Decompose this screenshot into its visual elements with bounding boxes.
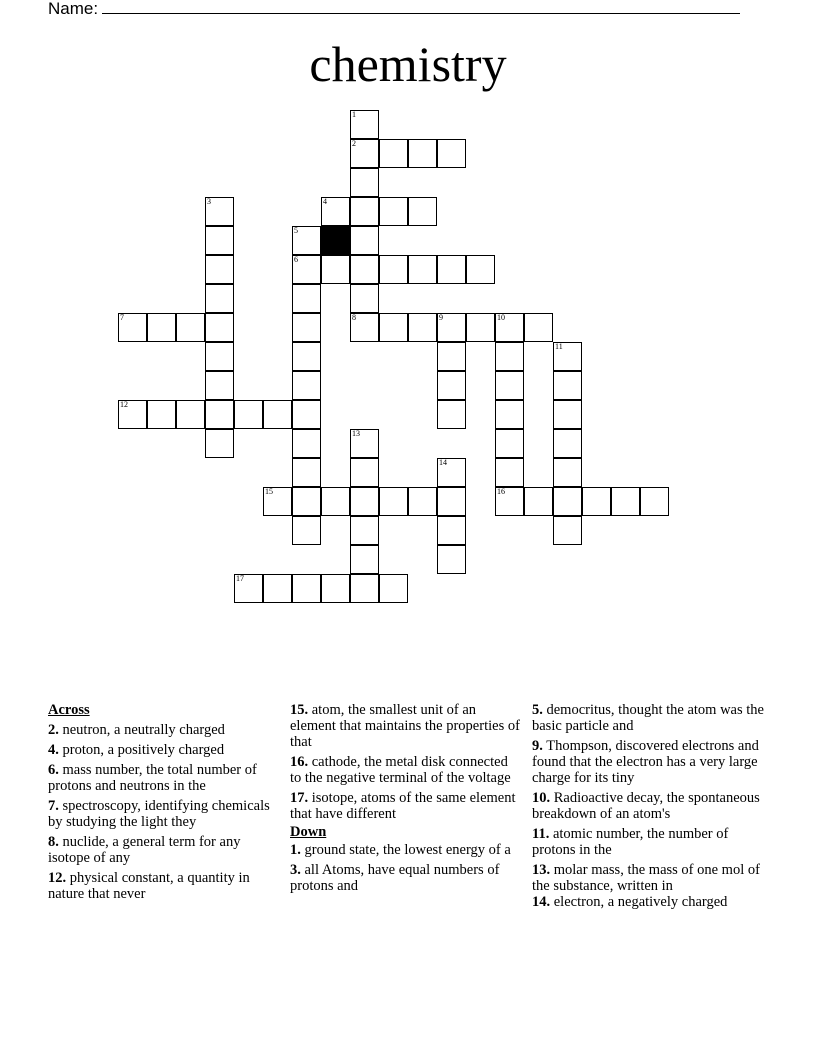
crossword-cell[interactable] [495,313,524,342]
crossword-cell[interactable] [553,371,582,400]
down-heading: Down [290,824,327,840]
crossword-cell[interactable] [408,197,437,226]
crossword-cell[interactable] [437,255,466,284]
clues-column-3 [532,702,768,914]
clue-number: 4. [48,742,59,758]
crossword-cell[interactable] [350,168,379,197]
crossword-cell[interactable] [495,429,524,458]
clue-number: 1. [290,842,301,858]
clue-across-4 [48,742,276,758]
cell-number: 16 [497,487,505,496]
crossword-cell[interactable] [263,574,292,603]
crossword-cell[interactable] [292,429,321,458]
crossword-cell[interactable] [176,313,205,342]
crossword-block [321,226,350,255]
clue-text: spectroscopy, identifying chemicals by studying the light they [48,798,270,830]
crossword-cell[interactable] [379,197,408,226]
crossword-cell[interactable] [437,371,466,400]
cell-number: 8 [352,313,356,322]
crossword-cell[interactable] [205,255,234,284]
clue-number: 11. [532,826,550,842]
clue-down-13 [532,862,768,894]
cell-number: 4 [323,197,327,206]
clue-text: mass number, the total number of protons and neutrons in the [48,762,257,794]
crossword-cell[interactable] [582,487,611,516]
crossword-cell[interactable] [437,545,466,574]
crossword-cell[interactable] [495,458,524,487]
crossword-cell[interactable] [205,400,234,429]
crossword-cell[interactable] [205,226,234,255]
crossword-cell[interactable] [553,342,582,371]
clue-across-17 [290,790,520,822]
clue-number: 10. [532,790,551,806]
crossword-cell[interactable] [437,313,466,342]
page-title: chemistry [309,36,507,92]
crossword-cell[interactable] [350,255,379,284]
crossword-cell[interactable] [263,400,292,429]
crossword-cell[interactable] [292,516,321,545]
clue-number: 6. [48,762,59,778]
clue-number: 16. [290,754,309,770]
crossword-cell[interactable] [234,574,263,603]
cell-number: 12 [120,400,128,409]
crossword-cell[interactable] [176,400,205,429]
cell-number: 17 [236,574,244,583]
clue-text: physical constant, a quantity in nature that never [48,870,250,902]
crossword-cell[interactable] [350,110,379,139]
crossword-cell[interactable] [553,400,582,429]
crossword-cell[interactable] [350,197,379,226]
clue-number: 7. [48,798,59,814]
crossword-cell[interactable] [437,139,466,168]
crossword-cell[interactable] [350,226,379,255]
crossword-cell[interactable] [292,574,321,603]
crossword-cell[interactable] [379,487,408,516]
clue-text: democritus, thought the atom was the basic particle and [532,702,764,734]
cell-number: 13 [352,429,360,438]
crossword-cell[interactable] [553,487,582,516]
crossword-cell[interactable] [292,313,321,342]
clue-text: ground state, the lowest energy of a [300,842,511,858]
crossword-cell[interactable] [524,313,553,342]
crossword-cell[interactable] [292,400,321,429]
crossword-cell[interactable] [350,574,379,603]
crossword-cell[interactable] [350,284,379,313]
crossword-cell[interactable] [437,458,466,487]
crossword-cell[interactable] [350,139,379,168]
crossword-cell[interactable] [350,458,379,487]
crossword-cell[interactable] [437,342,466,371]
clue-number: 15. [290,702,309,718]
cell-number: 7 [120,313,124,322]
crossword-cell[interactable] [292,487,321,516]
crossword-cell[interactable] [205,313,234,342]
crossword-cell[interactable] [321,487,350,516]
crossword-cell[interactable] [408,313,437,342]
crossword-cell[interactable] [495,487,524,516]
crossword-cell[interactable] [292,284,321,313]
crossword-cell[interactable] [205,342,234,371]
crossword-cell[interactable] [205,371,234,400]
crossword-cell[interactable] [205,197,234,226]
crossword-cell[interactable] [495,371,524,400]
cell-number: 1 [352,110,356,119]
clue-text: atom, the smallest unit of an element that maintains the properties of that [290,702,520,750]
crossword-cell[interactable] [321,574,350,603]
crossword-cell[interactable] [379,574,408,603]
crossword-cell[interactable] [640,487,669,516]
clue-down-11 [532,826,768,858]
cell-number: 3 [207,197,211,206]
clue-down-5 [532,702,768,734]
clue-across-8 [48,834,276,866]
cell-number: 5 [294,226,298,235]
clue-number: 12. [48,870,67,886]
cell-number: 2 [352,139,356,148]
crossword-cell[interactable] [611,487,640,516]
crossword-cell[interactable] [147,313,176,342]
crossword-cell[interactable] [553,458,582,487]
crossword-cell[interactable] [350,516,379,545]
clue-down-14 [532,894,768,910]
across-heading: Across [48,702,90,718]
cell-number: 9 [439,313,443,322]
clues-column-1 [48,702,276,906]
crossword-cell[interactable] [292,342,321,371]
crossword-cell[interactable] [350,313,379,342]
crossword-cell[interactable] [466,313,495,342]
clue-down-10 [532,790,768,822]
crossword-cell[interactable] [118,313,147,342]
crossword-cell[interactable] [553,516,582,545]
clue-text: electron, a negatively charged [550,894,728,910]
clue-down-3 [290,862,520,894]
clue-number: 3. [290,862,301,878]
crossword-cell[interactable] [292,226,321,255]
clues-column-2 [290,702,520,898]
clue-across-16 [290,754,520,786]
crossword-cell[interactable] [321,255,350,284]
crossword-cell[interactable] [437,487,466,516]
clue-text: neutron, a neutrally charged [58,722,225,738]
cell-number: 15 [265,487,273,496]
crossword-cell[interactable] [205,284,234,313]
crossword-cell[interactable] [350,545,379,574]
crossword-cell[interactable] [263,487,292,516]
crossword-cell[interactable] [495,342,524,371]
clue-text: proton, a positively charged [58,742,225,758]
clue-text: cathode, the metal disk connected to the negative terminal of the voltage [290,754,511,786]
crossword-cell[interactable] [350,487,379,516]
clue-across-2 [48,722,276,738]
crossword-cell[interactable] [466,255,495,284]
crossword-cell[interactable] [292,458,321,487]
clue-across-15 [290,702,520,750]
crossword-cell[interactable] [292,371,321,400]
crossword-cell[interactable] [524,487,553,516]
crossword-cell[interactable] [553,429,582,458]
crossword-cell[interactable] [292,255,321,284]
crossword-cell[interactable] [437,400,466,429]
crossword-cell[interactable] [408,255,437,284]
crossword-cell[interactable] [147,400,176,429]
clue-down-1 [290,842,520,858]
cell-number: 10 [497,313,505,322]
crossword-cell[interactable] [205,429,234,458]
clue-text: isotope, atoms of the same element that have different [290,790,516,822]
clue-number: 13. [532,862,551,878]
name-label: Name: [48,0,99,18]
clue-number: 2. [48,722,59,738]
clue-number: 9. [532,738,543,754]
crossword-cell[interactable] [234,400,263,429]
clue-number: 5. [532,702,543,718]
crossword-cell[interactable] [379,255,408,284]
cell-number: 11 [555,342,563,351]
crossword-cell[interactable] [118,400,147,429]
clue-across-6 [48,762,276,794]
clue-text: Thompson, discovered electrons and found that the electron has a very large charge for its tiny [532,738,759,786]
clue-number: 8. [48,834,59,850]
clue-number: 17. [290,790,309,806]
crossword-cell[interactable] [437,516,466,545]
clue-number: 14. [532,894,551,910]
crossword-cell[interactable] [495,400,524,429]
clue-text: all Atoms, have equal numbers of protons and [290,862,500,894]
crossword-cell[interactable] [379,313,408,342]
clue-down-9 [532,738,768,786]
clue-across-12 [48,870,276,902]
crossword-cell[interactable] [408,487,437,516]
crossword-cell[interactable] [321,197,350,226]
cell-number: 6 [294,255,298,264]
crossword-cell[interactable] [408,139,437,168]
crossword-cell[interactable] [350,429,379,458]
cell-number: 14 [439,458,447,467]
clue-text: atomic number, the number of protons in the [532,826,729,858]
clue-text: molar mass, the mass of one mol of the substance, written in [532,862,760,894]
crossword-cell[interactable] [379,139,408,168]
clue-text: nuclide, a general term for any isotope of any [48,834,241,866]
clue-across-7 [48,798,276,830]
clue-text: Radioactive decay, the spontaneous breakdown of an atom's [532,790,760,822]
